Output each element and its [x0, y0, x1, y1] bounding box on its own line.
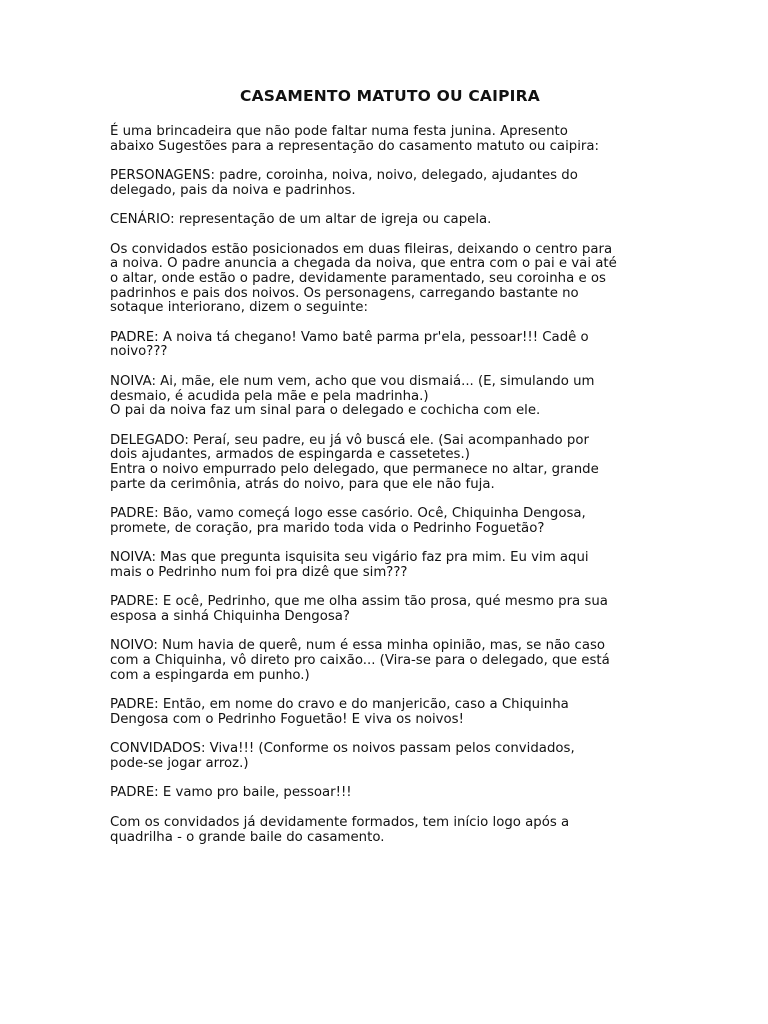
paragraph — [110, 639, 670, 683]
text-line: noivo??? — [110, 344, 168, 360]
paragraph — [110, 595, 670, 624]
text-line: parte da cerimônia, atrás do noivo, para que ele não fuja. — [110, 476, 495, 492]
text-line: PADRE: A noiva tá chegano! Vamo batê parma pr'ela, pessoar!!! Cadê o — [110, 329, 589, 345]
text-line: É uma brincadeira que não pode faltar numa festa junina. Apresento — [110, 124, 568, 139]
text-line: CENÁRIO: representação de um altar de igreja ou capela. — [110, 212, 492, 228]
paragraph — [110, 698, 670, 727]
text-line: Entra o noivo empurrado pelo delegado, que permanece no altar, grande — [110, 462, 599, 478]
paragraph — [110, 125, 670, 154]
text-line: desmaio, é acudida pela mãe e pela madrinha.) — [110, 388, 429, 404]
text-line: promete, de coração, pra marido toda vida o Pedrinho Foguetão? — [110, 520, 545, 536]
paragraph — [110, 434, 670, 493]
text-line: sotaque interiorano, dizem o seguinte: — [110, 300, 368, 316]
text-line: pode-se jogar arroz.) — [110, 756, 249, 772]
text-line: Os convidados estão posicionados em duas fileiras, deixando o centro para — [110, 241, 613, 257]
text-line: NOIVA: Mas que pregunta isquisita seu vigário faz pra mim. Eu vim aqui — [110, 550, 589, 566]
text-line: O pai da noiva faz um sinal para o delegado e cochicha com ele. — [110, 403, 541, 419]
paragraph — [110, 786, 670, 801]
text-line: Dengosa com o Pedrinho Foguetão! E viva os noivos! — [110, 711, 464, 727]
text-line: PADRE: E ocê, Pedrinho, que me olha assim tão prosa, qué mesmo pra sua — [110, 594, 608, 610]
text-line: delegado, pais da noiva e padrinhos. — [110, 182, 356, 198]
document-page — [110, 86, 670, 860]
text-line: dois ajudantes, armados de espingarda e cassetetes.) — [110, 447, 470, 463]
text-line: PADRE: E vamo pro baile, pessoar!!! — [110, 785, 352, 801]
paragraph — [110, 742, 670, 771]
text-line: a noiva. O padre anuncia a chegada da noiva, que entra com o pai e vai até — [110, 256, 617, 272]
paragraph — [110, 816, 670, 845]
text-line: esposa a sinhá Chiquinha Dengosa? — [110, 609, 350, 625]
document-title: CASAMENTO MATUTO OU CAIPIRA — [240, 87, 540, 105]
paragraph — [110, 213, 670, 228]
text-line: o altar, onde estão o padre, devidamente paramentado, seu coroinha e os — [110, 270, 606, 286]
text-line: com a espingarda em punho.) — [110, 667, 310, 683]
paragraph — [110, 551, 670, 580]
text-line: abaixo Sugestões para a representação do casamento matuto ou caipira: — [110, 138, 599, 154]
paragraph — [110, 169, 670, 198]
paragraph — [110, 243, 670, 317]
document-body — [110, 125, 670, 845]
text-line: DELEGADO: Peraí, seu padre, eu já vô buscá ele. (Sai acompanhado por — [110, 432, 589, 448]
text-line: Com os convidados já devidamente formados, tem início logo após a — [110, 814, 570, 830]
paragraph — [110, 507, 670, 536]
paragraph — [110, 375, 670, 419]
text-line: PADRE: Bão, vamo começá logo esse casório. Ocê, Chiquinha Dengosa, — [110, 506, 586, 522]
text-line: mais o Pedrinho num foi pra dizê que sim??? — [110, 564, 408, 580]
text-line: CONVIDADOS: Viva!!! (Conforme os noivos passam pelos convidados, — [110, 741, 575, 757]
paragraph — [110, 331, 670, 360]
text-line: PERSONAGENS: padre, coroinha, noiva, noivo, delegado, ajudantes do — [110, 168, 578, 184]
text-line: padrinhos e pais dos noivos. Os personagens, carregando bastante no — [110, 285, 579, 301]
text-line: com a Chiquinha, vô direto pro caixão... (Vira-se para o delegado, que está — [110, 653, 610, 669]
text-line: PADRE: Então, em nome do cravo e do manjericão, caso a Chiquinha — [110, 697, 569, 713]
text-line: NOIVA: Ai, mãe, ele num vem, acho que vou dismaiá... (E, simulando um — [110, 373, 595, 389]
text-line: quadrilha - o grande baile do casamento. — [110, 829, 385, 845]
text-line: NOIVO: Num havia de querê, num é essa minha opinião, mas, se não caso — [110, 638, 606, 654]
